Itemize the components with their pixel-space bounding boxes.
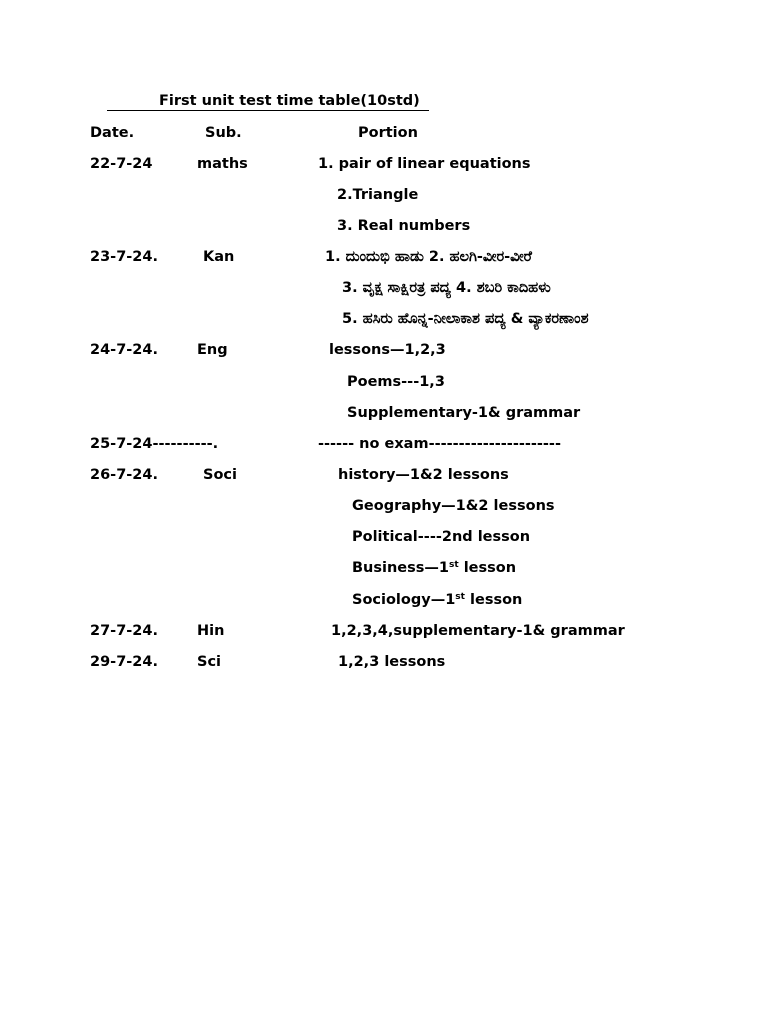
- portion-text: lesson: [464, 592, 523, 608]
- row-date: 26-7-24.: [90, 467, 158, 483]
- row-portion: 3. Real numbers: [337, 218, 471, 234]
- row-portion: Political----2nd lesson: [352, 529, 531, 545]
- row-date: 27-7-24.: [90, 623, 158, 639]
- page-title: First unit test time table(10std): [159, 93, 420, 109]
- row-portion: 1,2,3,4,supplementary-1& grammar: [331, 623, 625, 639]
- row-portion: lessons—1,2,3: [329, 342, 446, 358]
- header-date: Date.: [90, 125, 135, 141]
- row-subject: Sci: [197, 654, 222, 670]
- superscript: st: [455, 592, 465, 602]
- portion-text: Business—1: [352, 560, 449, 576]
- row-portion: 1. pair of linear equations: [318, 156, 531, 172]
- row-portion: 3. ವೃಕ್ಷ ಸಾಕ್ಷಿರತ್ರ ಪದ್ಯ 4. ಶಬರಿ ಕಾದಿಹಳು: [342, 280, 551, 296]
- row-date: 24-7-24.: [90, 342, 158, 358]
- row-portion: Poems---1,3: [347, 374, 445, 390]
- row-subject: Kan: [203, 249, 235, 265]
- row-portion: 1,2,3 lessons: [338, 654, 446, 670]
- row-date: 29-7-24.: [90, 654, 158, 670]
- row-portion: 1. ದುಂದುಭಿ ಹಾಡು 2. ಹಲಗಿ-ವೀರ-ವೀರೆ: [325, 249, 532, 265]
- row-subject: maths: [197, 156, 248, 172]
- row-subject: Eng: [197, 342, 228, 358]
- row-portion: [352, 591, 522, 609]
- row-subject: Soci: [203, 467, 237, 483]
- noexam-date: 25-7-24----------.: [90, 436, 219, 452]
- portion-text: lesson: [458, 560, 517, 576]
- row-portion: [352, 559, 516, 577]
- header-portion: Portion: [358, 125, 418, 141]
- portion-text: Sociology—1: [352, 592, 456, 608]
- row-portion: 2.Triangle: [337, 187, 419, 203]
- noexam-label: ------ no exam----------------------: [318, 436, 561, 452]
- row-subject: Hin: [197, 623, 225, 639]
- row-portion: history—1&2 lessons: [338, 467, 509, 483]
- title-underline: [107, 92, 429, 111]
- row-portion: 5. ಹಸಿರು ಹೊನ್ನ-ನೀಲಾಕಾಶ ಪದ್ಯ & ವ್ಯಾಕರಣಾಂಶ: [342, 311, 589, 327]
- header-subject: Sub.: [205, 125, 242, 141]
- row-date: 23-7-24.: [90, 249, 158, 265]
- row-portion: Supplementary-1& grammar: [347, 405, 581, 421]
- row-date: 22-7-24: [90, 156, 153, 172]
- row-portion: Geography—1&2 lessons: [352, 498, 555, 514]
- superscript: st: [448, 560, 459, 570]
